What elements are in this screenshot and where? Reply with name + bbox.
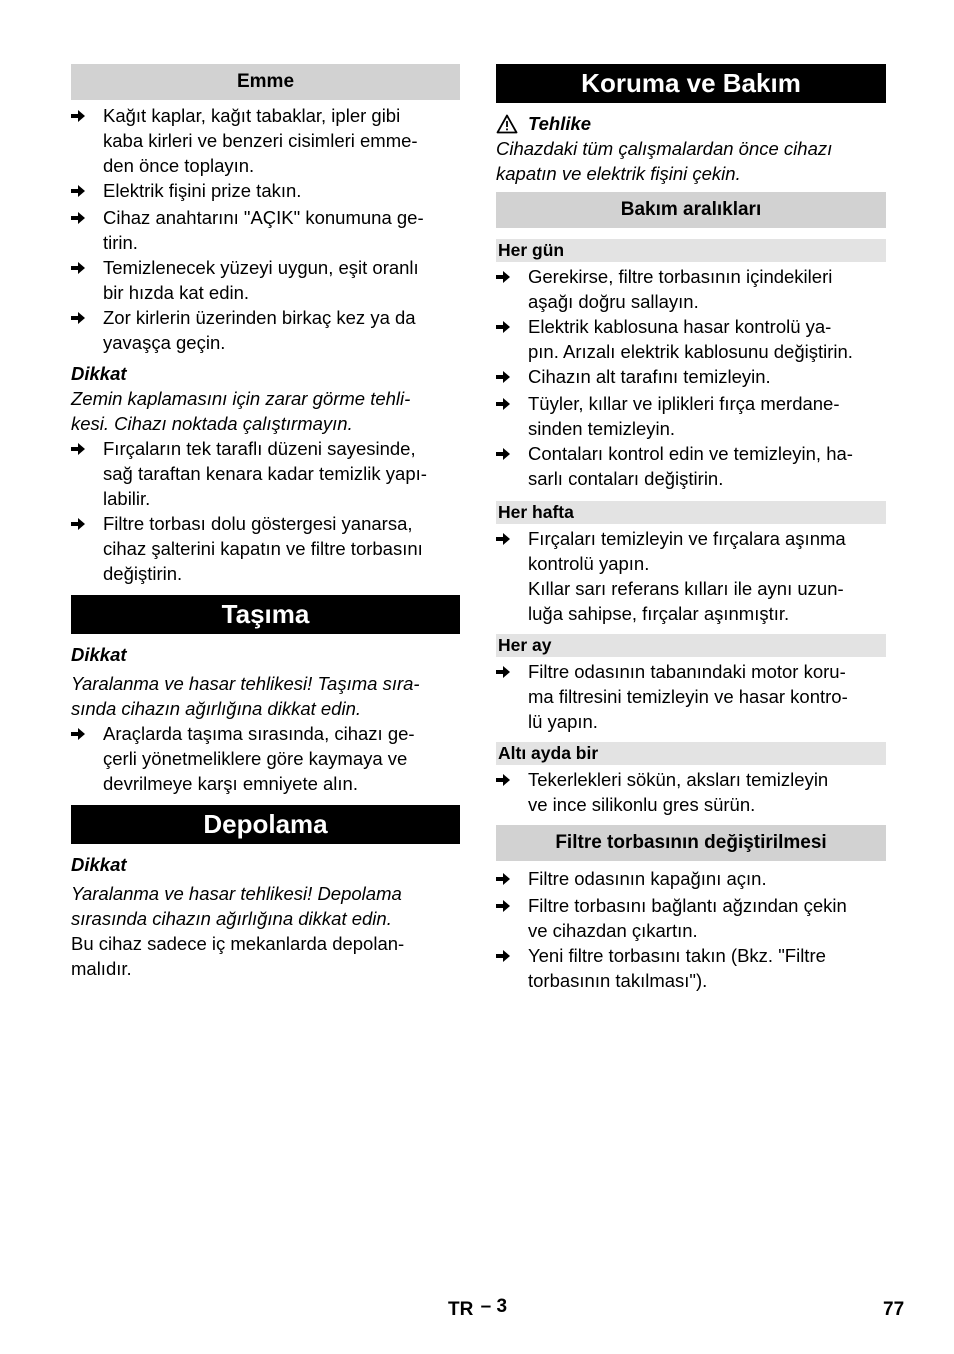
text-line: Filtre odasının tabanındaki motor koru- xyxy=(528,661,846,682)
tasima-bullets xyxy=(71,721,460,796)
danger-heading xyxy=(496,111,886,136)
text-line: labilir. xyxy=(103,488,151,509)
list-item xyxy=(496,314,886,364)
section-heading-koruma: Koruma ve Bakım xyxy=(496,64,886,103)
left-column xyxy=(71,64,460,981)
text-line: Zor kirlerin üzerinden birkaç kez ya da xyxy=(103,307,416,328)
arrow-right-icon xyxy=(496,943,528,970)
subsection-heading-bakim: Bakım aralıkları xyxy=(496,192,886,228)
text-line: Filtre odasının kapağını açın. xyxy=(528,868,767,889)
text-line: kaba kirleri ve benzeri cisimleri emme- xyxy=(103,130,418,151)
section-heading-tasima: Taşıma xyxy=(71,595,460,634)
list-item xyxy=(496,364,886,391)
note-label: Dikkat xyxy=(71,644,127,665)
text-line: Temizlenecek yüzeyi uygun, eşit oranlı xyxy=(103,257,419,278)
list-item xyxy=(71,305,460,355)
text-line: Fırçaları temizleyin ve fırçalara aşınma xyxy=(528,528,846,549)
text-line: devrilmeye karşı emniyete alın. xyxy=(103,773,358,794)
text-line: Contaları kontrol edin ve temizleyin, ha- xyxy=(528,443,853,464)
page-number: 77 xyxy=(883,1299,905,1320)
filtre-bullets xyxy=(496,866,886,993)
footer-lang: TR xyxy=(448,1299,474,1320)
list-item-text xyxy=(528,893,886,943)
list-item-text xyxy=(528,943,886,993)
text-line: Filtre torbasını bağlantı ağzından çekin xyxy=(528,895,847,916)
list-item xyxy=(496,767,886,817)
list-item xyxy=(496,893,886,943)
text-line: torbasının takılması"). xyxy=(528,970,708,991)
text-line: bir hızda kat edin. xyxy=(103,282,250,303)
list-item xyxy=(71,511,460,586)
list-item-text xyxy=(528,391,886,441)
list-item-text xyxy=(528,441,886,491)
text-line: cihaz şalterini kapatın ve filtre torbasını xyxy=(103,538,423,559)
text-line: Kıllar sarı referans kılları ile aynı uzun- xyxy=(528,578,844,599)
text-line: ve ince silikonlu gres sürün. xyxy=(528,794,756,815)
her-hafta-note xyxy=(496,576,886,626)
note-text xyxy=(71,671,460,721)
text-line: malıdır. xyxy=(71,958,132,979)
arrow-right-icon xyxy=(71,178,103,205)
arrow-right-icon xyxy=(71,205,103,232)
list-item xyxy=(496,391,886,441)
text-line: den önce toplayın. xyxy=(103,155,255,176)
alti-ayda-bullets xyxy=(496,767,886,817)
text-line: değiştirin. xyxy=(103,563,183,584)
list-item xyxy=(71,255,460,305)
arrow-right-icon xyxy=(496,314,528,341)
arrow-right-icon xyxy=(71,255,103,282)
text-line: Elektrik kablosuna hasar kontrolü ya- xyxy=(528,316,832,337)
text-line: Araçlarda taşıma sırasında, cihazı ge- xyxy=(103,723,415,744)
emme-bullets xyxy=(71,103,460,355)
text-line: Yaralanma ve hasar tehlikesi! Taşıma sıra- xyxy=(71,673,420,694)
text-line: sinden temizleyin. xyxy=(528,418,676,439)
note-label: Dikkat xyxy=(71,854,127,875)
arrow-right-icon xyxy=(71,511,103,538)
text-line: Cihazın alt tarafını temizleyin. xyxy=(528,366,771,387)
interval-label-alti-ayda: Altı ayda bir xyxy=(496,742,886,765)
arrow-right-icon xyxy=(496,391,528,418)
right-column xyxy=(496,64,886,993)
interval-label-her-ay: Her ay xyxy=(496,634,886,657)
her-hafta-bullets xyxy=(496,526,886,576)
text-line: Tüyler, kıllar ve iplikleri fırça merdane- xyxy=(528,393,840,414)
arrow-right-icon xyxy=(71,436,103,463)
text-line: sırasında cihazın ağırlığına dikkat edin. xyxy=(71,908,392,929)
text-line: Bu cihaz sadece iç mekanlarda depolan- xyxy=(71,933,405,954)
list-item-text xyxy=(528,866,886,891)
list-item xyxy=(71,205,460,255)
text-line: kapatın ve elektrik fişini çekin. xyxy=(496,163,741,184)
text-line: ma filtresini temizleyin ve hasar kontro- xyxy=(528,686,848,707)
footer-section-label xyxy=(448,1297,507,1322)
list-item xyxy=(496,526,886,576)
text-line: pın. Arızalı elektrik kablosunu değiştirin. xyxy=(528,341,853,362)
text-line: kesi. Cihazı noktada çalıştırmayın. xyxy=(71,413,353,434)
list-item xyxy=(71,721,460,796)
arrow-right-icon xyxy=(71,103,103,130)
note-label: Dikkat xyxy=(71,363,127,384)
text-line: lü yapın. xyxy=(528,711,598,732)
list-item-text xyxy=(103,178,460,203)
list-item-text xyxy=(103,436,460,511)
text-line: aşağı doğru sallayın. xyxy=(528,291,699,312)
text-line: Fırçaların tek taraflı düzeni sayesinde, xyxy=(103,438,416,459)
text-line: Kağıt kaplar, kağıt tabaklar, ipler gibi xyxy=(103,105,401,126)
list-item xyxy=(496,441,886,491)
text-line: ve cihazdan çıkartın. xyxy=(528,920,698,941)
section-heading-depolama: Depolama xyxy=(71,805,460,844)
section-heading-emme: Emme xyxy=(71,64,460,100)
interval-label-her-gun: Her gün xyxy=(496,239,886,262)
list-item-text xyxy=(528,767,886,817)
list-item-text xyxy=(103,721,460,796)
list-item xyxy=(71,103,460,178)
list-item-text xyxy=(103,103,460,178)
text-line: Zemin kaplamasını için zarar görme tehli- xyxy=(71,388,411,409)
list-item-text xyxy=(103,511,460,586)
list-item-text xyxy=(528,364,886,389)
note-text xyxy=(71,881,460,931)
list-item-text xyxy=(103,305,460,355)
text-line: sağ taraftan kenara kadar temizlik yapı- xyxy=(103,463,427,484)
arrow-right-icon xyxy=(496,526,528,553)
text-line: luğa sahipse, fırçalar aşınmıştır. xyxy=(528,603,790,624)
note-text xyxy=(71,386,460,436)
text-line: Elektrik fişini prize takın. xyxy=(103,180,302,201)
text-line: sında cihazın ağırlığına dikkat edin. xyxy=(71,698,362,719)
list-item xyxy=(71,178,460,205)
list-item-text xyxy=(528,526,886,576)
list-item xyxy=(496,943,886,993)
subsection-heading-filtre: Filtre torbasının değiştirilmesi xyxy=(496,825,886,861)
list-item xyxy=(496,659,886,734)
emme-bullets-2 xyxy=(71,436,460,586)
text-line: Filtre torbası dolu göstergesi yanarsa, xyxy=(103,513,413,534)
arrow-right-icon xyxy=(71,305,103,332)
text-line: sarlı contaları değiştirin. xyxy=(528,468,724,489)
text-line: yavaşça geçin. xyxy=(103,332,226,353)
text-line: Tekerlekleri sökün, aksları temizleyin xyxy=(528,769,829,790)
warning-triangle-icon xyxy=(496,114,518,134)
danger-text xyxy=(496,136,886,186)
arrow-right-icon xyxy=(496,767,528,794)
list-item-text xyxy=(528,659,886,734)
text-line: kontrolü yapın. xyxy=(528,553,650,574)
arrow-right-icon xyxy=(496,441,528,468)
arrow-right-icon xyxy=(496,264,528,291)
her-gun-bullets xyxy=(496,264,886,491)
arrow-right-icon xyxy=(496,659,528,686)
text-line: çerli yönetmeliklere göre kaymaya ve xyxy=(103,748,408,769)
list-item-text xyxy=(103,255,460,305)
list-item-text xyxy=(103,205,460,255)
text-line: Yeni filtre torbasını takın (Bkz. "Filtre xyxy=(528,945,826,966)
danger-label: Tehlike xyxy=(528,113,592,134)
list-item-text xyxy=(528,264,886,314)
her-ay-bullets xyxy=(496,659,886,734)
arrow-right-icon xyxy=(496,893,528,920)
text-line: Gerekirse, filtre torbasının içindekileri xyxy=(528,266,833,287)
arrow-right-icon xyxy=(496,866,528,893)
text-line: tirin. xyxy=(103,232,138,253)
arrow-right-icon xyxy=(71,721,103,748)
list-item xyxy=(496,866,886,893)
arrow-right-icon xyxy=(496,364,528,391)
interval-label-her-hafta: Her hafta xyxy=(496,501,886,524)
list-item xyxy=(71,436,460,511)
text-line: Yaralanma ve hasar tehlikesi! Depolama xyxy=(71,883,402,904)
text-line: Cihazdaki tüm çalışmalardan önce cihazı xyxy=(496,138,833,159)
depolama-text xyxy=(71,931,460,981)
footer-section: – 3 xyxy=(480,1296,508,1317)
text-line: Cihaz anahtarını "AÇIK" konumuna ge- xyxy=(103,207,424,228)
list-item-text xyxy=(528,314,886,364)
list-item xyxy=(496,264,886,314)
